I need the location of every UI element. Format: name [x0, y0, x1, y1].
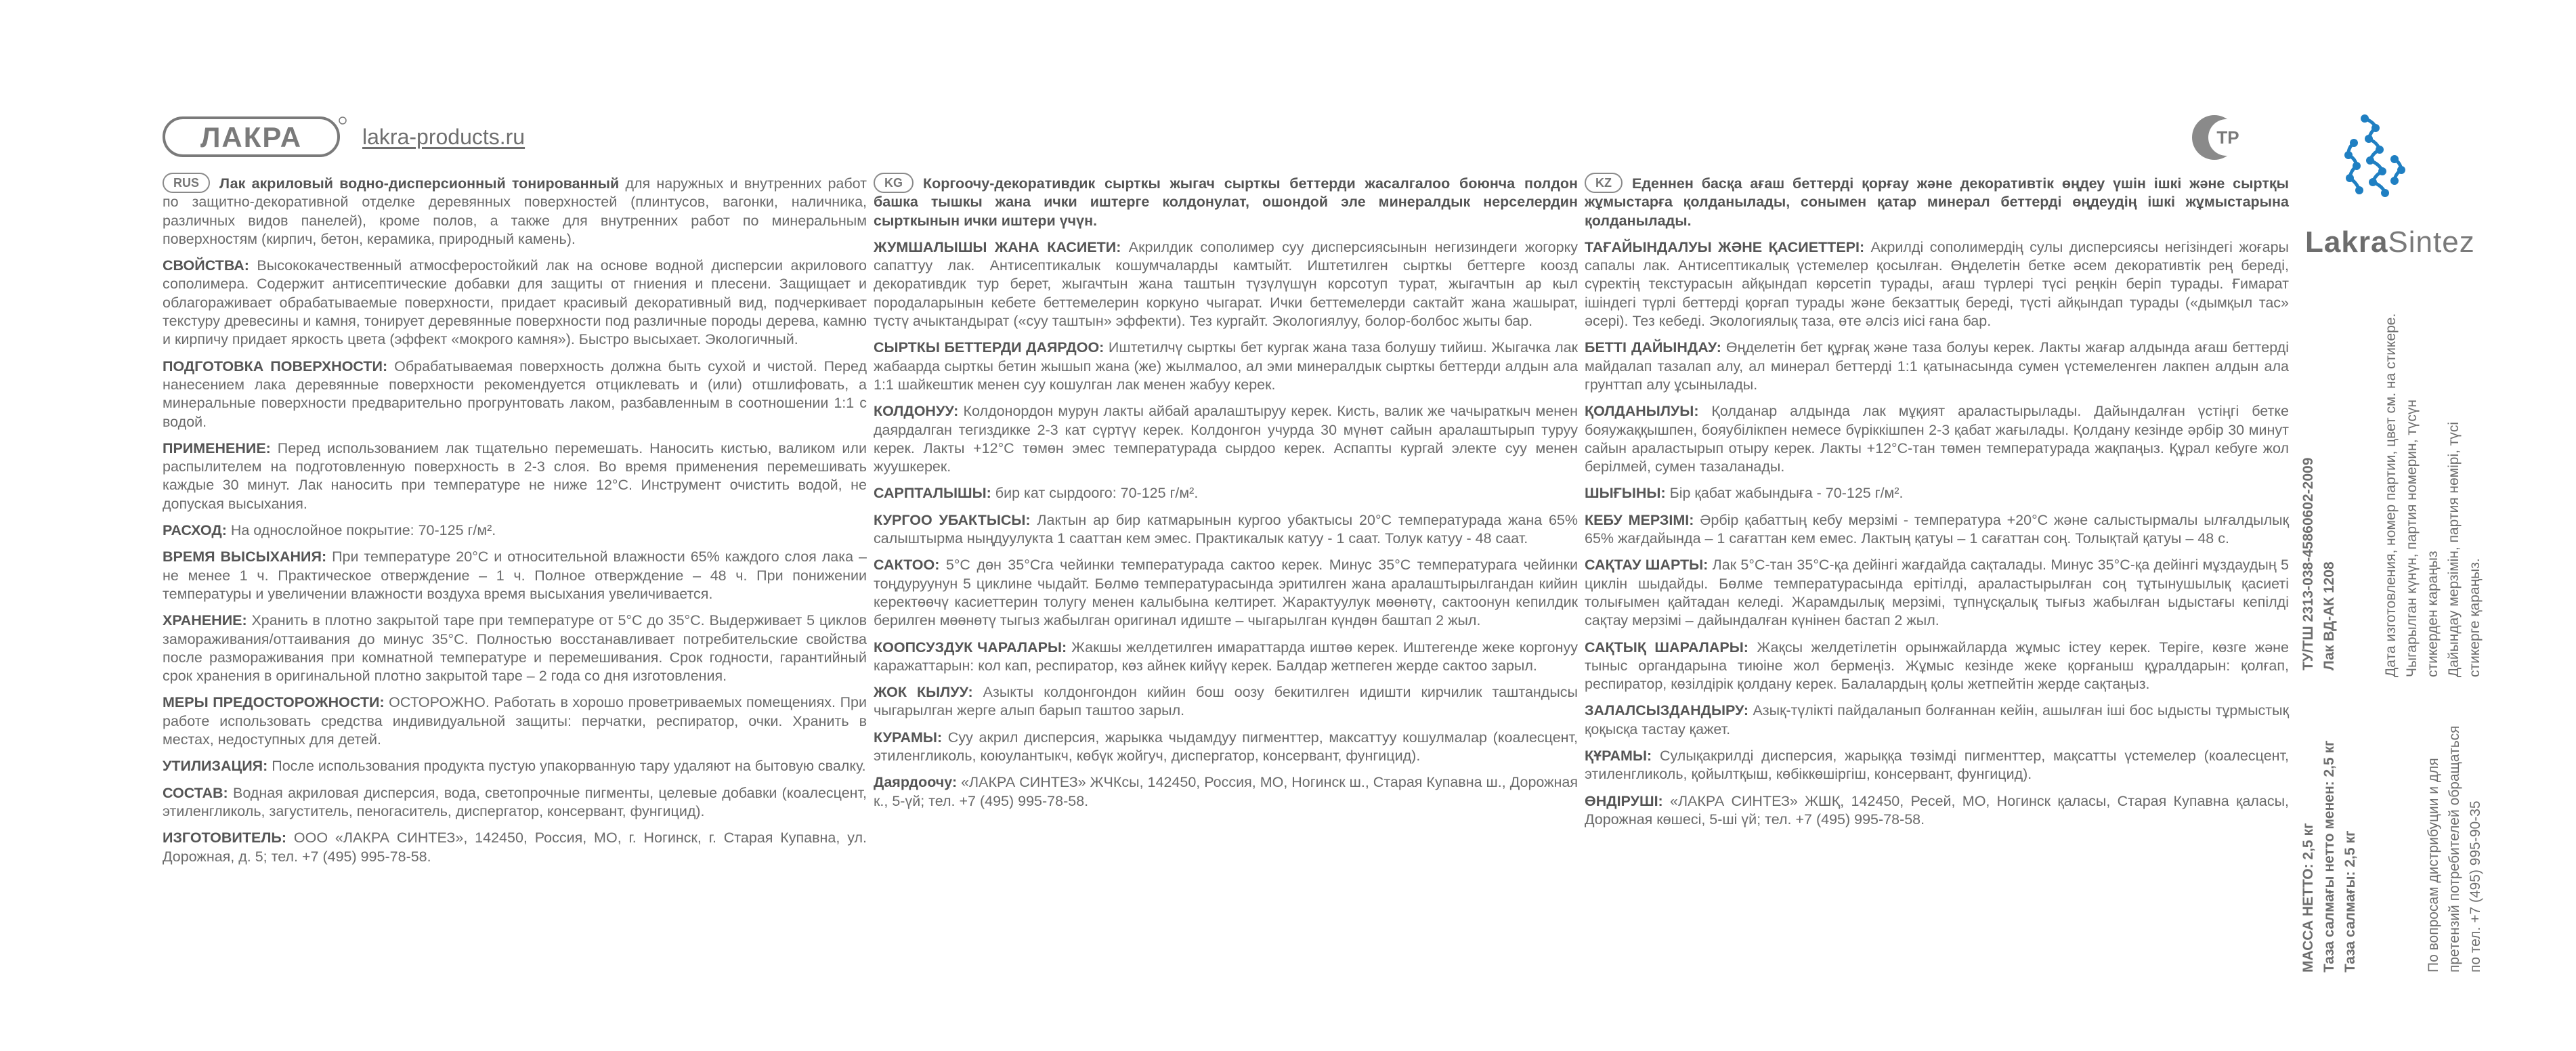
- lakrasintez-molecule-icon: [2300, 112, 2442, 223]
- lang-badge-rus: RUS: [163, 173, 210, 193]
- kg-application: КОЛДОНУУ: Колдонордон мурун лакты айбай аралаштыруу керек. Кисть, валик же чачыраткыч менен даярдалган тегиздикке 2-3 кат сүртүү керек. Колдонгон учурда 30 мүнөт сайын аралаштырып туруу керек. Лакты +12°С төмөн эмес температурада сырдоо керек. Аспапты кургай электе суу менен жуушкерек.: [874, 403, 1578, 475]
- kz-properties: ТАҒАЙЫНДАЛУЫ ЖӘНЕ ҚАСИЕТТЕРІ: Акрилді сополимердің сулы дисперсиясы негізіндегі жоғары сапалы лак. Антисептикалық үстемелер қосылған. Өңделетін бетке әсем декоративтік рең береді, сүректің текстурасын айқындап көрсетіп турады, ағаш түрлері түсі реңкін беріп турады. Ғимарат ішіндегі түрлі беттерді қорғап турады және бекзаттық береді, түсті айқындап турады («дымқыл тас» әсері). Тез кебеді. Экологиялық таза, өте әлсіз иісі ғана бар.: [1585, 238, 2289, 330]
- column-kazakh: [1585, 173, 2289, 837]
- batch-info-kg-1: Чыгарылган күнүн, партия номерин, түсүн: [2404, 400, 2420, 677]
- spec-block: [2298, 458, 2340, 670]
- kz-disposal: ЗАЛАЛСЫЗДАНДЫРУ: Азық-түлікті пайдаланып болғаннан кейін, ашылған іші бос ыдысты тұрмыстық қоқысқа тастау қажет.: [1585, 702, 2289, 737]
- ru-intro: RUS Лак акриловый водно-дисперсионный тонированный для наружных и внутренних работ по защитно-декоративной отделке деревянных поверхностей (плинтусов, вагонки, наличника, различных видов панелей), кроме полов, а также для внутренних работ по минеральным поверхностям (кирпич, бетон, керамика, природный камень).: [163, 173, 867, 249]
- site-link[interactable]: lakra-products.ru: [362, 125, 525, 149]
- contacts-line-1: По вопросам дистрибуции и для: [2426, 758, 2441, 972]
- tr-certification-icon: [2191, 114, 2256, 165]
- lakra-logo: [163, 116, 347, 162]
- kg-properties: ЖУМШАЛЫШЫ ЖАНА КАСИЕТИ: Акрилдик сополимер суу дисперсиясынын негизиндеги жогорку сапаттуу лак. Антисептикалык кошумчаларды камтыйт. Иштетилген сырткы беттерге коозд декоративдик тур берет, жыгачтын жана таштын түзүлүшүн корсотуп турат, жыгачтын ар кыл породаларынын кебете беттемелерин коркуно чыгарат. Ички беттемелерди сактайт жана жашырат, түстү ачыктандырат («суу таштын» эффекти). Тез кургайт. Экологиялуу, болор-болбос жыты бар.: [874, 238, 1578, 330]
- lang-badge-kz: KZ: [1585, 173, 1623, 193]
- kz-storage: САҚТАУ ШАРТЫ: Лак 5°С-тан 35°С-қа дейінгі жағдайда сақталады. Минус 35°С-қа дейінгі мұздаудың 5 циклін шыдайды. Бөлме температурасында ерітілді, араластырылған соң тұтынушылық қасиеті толығымен қайтадан келеді. Жарамдылық мерзімі, тұпнұсқалық тығыз жабылған ыдыстағы кепілді сақтау мерзімі – дайындалған күнінен бастап 2 жыл.: [1585, 557, 2289, 629]
- batch-info-block: [2380, 314, 2485, 677]
- net-mass-ru: МАССА НЕТТО: 2,5 кг: [2300, 823, 2316, 972]
- kg-composition: КУРАМЫ: Суу акрил дисперсия, жарыкка чыдамдуу пигменттер, максаттуу кошулмалар (коалесцент, этиленгликоль, коюулантыкч, көбүк жойгуч, диспергатор, консервант, фунгицид).: [874, 729, 1578, 765]
- ru-manufacturer: ИЗГОТОВИТЕЛЬ: ООО «ЛАКРА СИНТЕЗ», 142450, Россия, МО, г. Ногинск, г. Старая Купавна, ул. Дорожная, д. 5; тел. +7 (495) 995-78-58.: [163, 830, 867, 865]
- net-mass-kz: Таза салмағы: 2,5 кг: [2342, 830, 2358, 972]
- lakrasintez-wordmark: LakraSintez: [2305, 226, 2475, 259]
- logo-text: ЛАКРА: [200, 121, 303, 153]
- ru-consumption: РАСХОД: На однослойное покрытие: 70-125 г/м².: [163, 522, 496, 539]
- kz-application: ҚОЛДАНЫЛУЫ: Қолданар алдында лак мұқият араластырылады. Дайындалған үстіңгі бетке бояужаққышпен, бояубілікпен немесе бүріккішпен 2-3 қабат жағылады. Қолдану кезінде әрбір 30 минут сайын араластырып отыру керек. Лакты +12°С-тан төмен температурада жақпаңыз. Құрал кебуге жол берілмей, сумен тазаланады.: [1585, 403, 2289, 475]
- tu-code: ТУ/ТШ 2313-038-45860602-2009: [2300, 457, 2316, 670]
- batch-info-kz-1: Дайындау мерзімін, партия нөмірі, түсі: [2446, 421, 2462, 677]
- batch-info-kg-2: стикерден караңыз: [2425, 551, 2441, 677]
- batch-info-ru: Дата изготовления, номер партии, цвет см. на стикере.: [2383, 313, 2399, 677]
- kg-disposal: ЖОК КЫЛУУ: Азыкты колдонгондон кийин бош оозу бекитилген идишти кирчилик таштандысы чыгарылган жерге алып барып таштоо зарыл.: [874, 684, 1578, 719]
- ru-storage: ХРАНЕНИЕ: Хранить в плотно закрытой таре при температуре от 5°С до 35°С. Выдерживает 5 циклов замораживания/оттаивания до минус 35°С. Полностью восстанавливает потребительские свойства после размораживания при комнатной температуре и перемешивания. Срок годности, гарантийный срок хранения в оригинальной плотно закрытой таре – 2 года со дня изготовления.: [163, 612, 867, 685]
- net-mass-kg: Таза салмағы нетто менен: 2,5 кг: [2321, 740, 2337, 972]
- contacts-block: [2423, 725, 2486, 972]
- lang-badge-kg: KG: [874, 173, 914, 193]
- kz-drying-time: КЕБУ МЕРЗІМІ: Әрбір қабаттың кебу мерзімі - температура +20°С және салыстырмалы ылғалдылық 65% жағдайында – 1 сағаттан кем емес. Лактың қатуы – 1 сағаттан соң. Толықтай қатуы – 48 с.: [1585, 511, 2289, 547]
- kz-consumption: ШЫҒЫНЫ: Бір қабат жабындыға - 70-125 г/м².: [1585, 485, 1904, 502]
- kg-storage: САКТОО: 5°С дөн 35°Сга чейинки температурада сактоо керек. Минус 35°С температурага чейинки тоңдуруунун 5 циклине чыдайт. Бөлмө температурасында эритилген жана аралаштырылгандан кийин керектөөчү касиеттерин толугу менен калыбына келтирет. Жарактуулук мөөнөтү, сактоонун кепилдик берилген мөөнөтү тыгыз жабылган оригинал идиште – чыгарылган күндөн баштап 2 жыл.: [874, 557, 1578, 629]
- kg-precautions: КООПСУЗДУК ЧАРАЛАРЫ: Жакшы желдетилген имараттарда иштөө керек. Иштегенде жеке коргонуу каражаттарын: кол кап, респиратор, көз айнек кийүү керек. Балдар жетпеген жерде сактоо зарыл.: [874, 639, 1578, 674]
- kz-surface-prep: БЕТТІ ДАЙЫНДАУ: Өңделетін бет құрғақ және таза болуы керек. Лакты жағар алдында ағаш беттерді майдалап тазалап алу, ал минерал беттерді 1:1 қатынасында сумен үстемеленген лакпен алдын ала грунттап алу ұсынылады.: [1585, 339, 2289, 393]
- ru-precautions: МЕРЫ ПРЕДОСТОРОЖНОСТИ: ОСТОРОЖНО. Работать в хорошо проветриваемых помещениях. При работе использовать средства индивидуальной защиты: перчатки, респиратор, очки. Хранить в местах, недоступных для детей.: [163, 694, 867, 748]
- ru-application: ПРИМЕНЕНИЕ: Перед использованием лак тщательно перемешать. Наносить кистью, валиком или распылителем на подготовленную поверхность в 2-3 слоя. Во время применения перемешивать каждые 30 минут. Лак наносить при температуре не ниже 12°С. Инструмент очистить водой, не допуская высыхания.: [163, 439, 867, 512]
- kg-intro: KG Коргоочу-декоративдик сырткы жыгач сырткы беттерди жасалгалоо боюнча полдон башка тышкы жана ички иштерге колдонулат, ошондой эле минералдык нерселердин сырткынын ички иштери үчүн.: [874, 173, 1578, 230]
- contacts-line-2: претензий потребителей обращаться: [2447, 725, 2462, 972]
- kz-composition: ҚҰРАМЫ: Сулықакрилді дисперсия, жарыққа төзімді пигменттер, мақсатты үстемелер (коалесцент, этиленгликоль, қойылтқыш, көбіккөшіргіш, консервант, фунгицид).: [1585, 748, 2289, 783]
- column-kyrgyz: [874, 173, 1578, 819]
- ru-drying-time: ВРЕМЯ ВЫСЫХАНИЯ: При температуре 20°С и относительной влажности 65% каждого слоя лака – не менее 1 ч. Практическое отверждение – 1 ч. Полное отверждение – 48 ч. При понижении температуры и увеличении влажности воздуха время высыхания увеличивается.: [163, 549, 867, 602]
- kg-drying-time: КУРГОО УБАКТЫСЫ: Лактын ар бир катмарынын кургоо убактысы 20°С температурада жана 65% салыштырма ныңдуулукта 1 сааттан кем эмес. Практикалык катуу - 1 саат. Толук катуу - 48 саат.: [874, 511, 1579, 547]
- batch-info-kz-2: стикерге қараңыз.: [2467, 558, 2483, 677]
- net-mass-block: [2298, 740, 2361, 972]
- kz-manufacturer: ӨНДІРУШІ: «ЛАКРА СИНТЕЗ» ЖШҚ, 142450, Ресей, МО, Ногинск қаласы, Старая Купавна қаласы, Дорожная көшесі, 5-ші үй; тел. +7 (495) 995-78-58.: [1585, 792, 2289, 828]
- kg-manufacturer: Даярдоочу: «ЛАКРА СИНТЕЗ» ЖЧКсы, 142450, Россия, МО, Ногинск ш., Старая Купавна ш., Дорожная к., 5-үй; тел. +7 (495) 995-78-58.: [874, 774, 1578, 809]
- column-russian: [163, 173, 867, 874]
- kz-precautions: САҚТЫҚ ШАРАЛАРЫ: Жақсы желдетілетін орынжайларда жұмыс істеу керек. Теріге, көзге және тыныс органдарына тиюіне жол бермеңіз. Жұмыс кезінде жеке қорғаныш құралдарын: қолғап, респиратор, көзілдірік қолдану керек. Балалардың қолы жетпейтін жерде сақтаңыз.: [1585, 639, 2289, 693]
- ru-disposal: УТИЛИЗАЦИЯ: После использования продукта пустую упакорванную тару удаляют на бытовую свалку.: [163, 758, 866, 775]
- kg-surface-prep: СЫРТКЫ БЕТТЕРДИ ДАЯРДОО: Иштетилчү сырткы бет кургак жана таза болушу тийиш. Жыгачка лак жабаарда сырткы бетин жышып жана (же) жылмалоо, ал эми минералдык сырткы беттерди алдын ала 1:1 шайкештик менен суу кошулган лак менен жабуу керек.: [874, 339, 1578, 393]
- ru-properties: СВОЙСТВА: Высококачественный атмосферостойкий лак на основе водной дисперсии акрилового сополимера. Содержит антисептические добавки для защиты от гниения и плесени. Защищает и облагораживает обрабатываемые поверхности, придает красивый декоративный вид, подчеркивает текстуру древесины и камня, тонирует деревянные поверхности под различные породы дерева, камню и кирпичу придает яркость цвета (эффект «мокрого камня»). Быстро высыхает. Экологичный.: [163, 257, 867, 348]
- ru-surface-prep: ПОДГОТОВКА ПОВЕРХНОСТИ: Обрабатываемая поверхность должна быть сухой и чистой. Перед нанесением лака деревянные поверхности рекомендуется отциклевать и (или) отшлифовать, а минеральные поверхности предварительно прогрунтовать лаком, разбавленным в соотношении 1:1 с водой.: [163, 358, 867, 430]
- tr-mark-text: TP: [2216, 127, 2239, 148]
- kz-intro: KZ Еденнен басқа ағаш беттерді қорғау және декоративтік өңдеу үшін ішкі және сыртқы жұмыстарға қолданылады, сонымен қатар минерал беттерді өңдеудің ішкі жұмыстарына қолданылады.: [1585, 173, 2289, 230]
- contacts-line-3: по тел. +7 (495) 995-90-35: [2468, 800, 2483, 972]
- product-code: Лак ВД-АК 1208: [2321, 561, 2337, 670]
- kg-consumption: САРПТАЛЫШЫ: бир кат сырдоого: 70-125 г/м².: [874, 485, 1199, 502]
- ru-composition: СОСТАВ: Водная акриловая дисперсия, вода, светопрочные пигменты, целевые добавки (коалесцент, этиленгликоль, загуститель, пеногаситель, диспергатор, консервант, фунгицид).: [163, 784, 867, 819]
